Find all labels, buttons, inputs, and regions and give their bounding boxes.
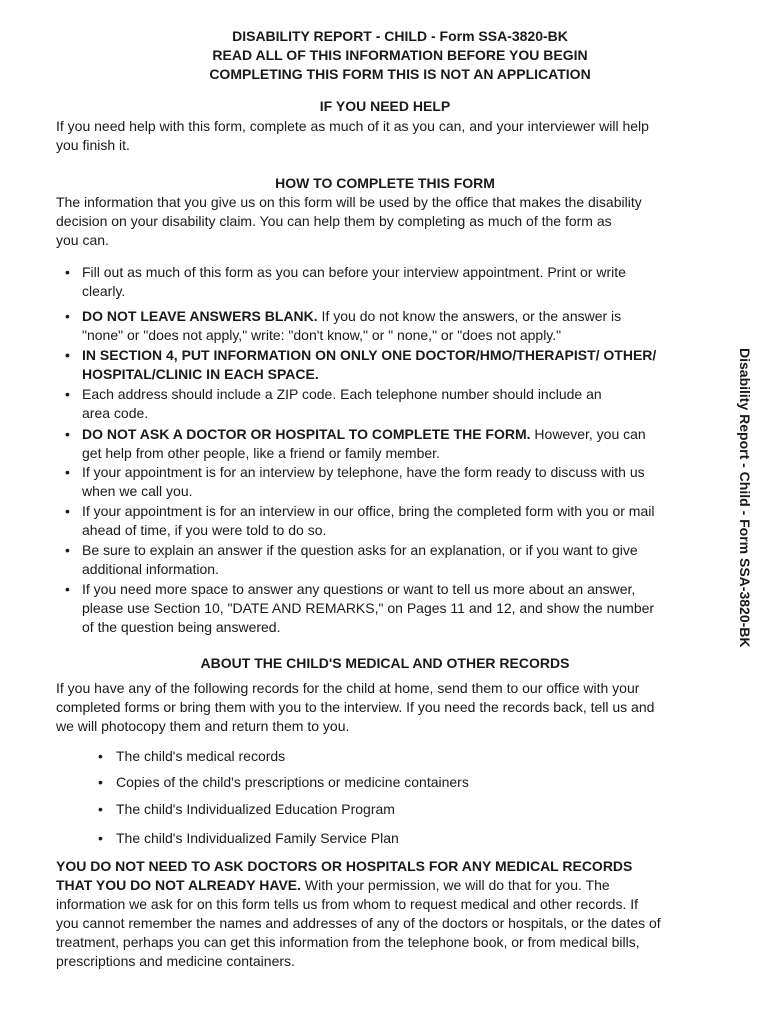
bullet-line: • If you need more space to answer any questions or want to tell us more about an answer, [82,581,636,597]
how-paragraph [56,193,716,250]
bullet-line: please use Section 10, "DATE AND REMARKS," on Pages 11 and 12, and show the number [82,600,655,616]
bullet-line: of the question being answered. [82,619,281,635]
form-instruction-1: READ ALL OF THIS INFORMATION BEFORE YOU BEGIN [212,47,588,63]
bullet-more-space [82,580,712,637]
heading-need-help: IF YOU NEED HELP [319,98,451,114]
bullet-line: • Each address should include a ZIP code. Each telephone number should include an [82,386,602,402]
final-line: prescriptions and medicine containers. [56,953,295,969]
bullet-line: • If your appointment is for an interview in our office, bring the completed form with you or mail [82,503,655,519]
bullet-line: when we call you. [82,483,193,499]
help-line: you finish it. [56,137,130,153]
bullet-explain-answer [82,541,712,579]
final-line [56,876,716,895]
bullet-line: ahead of time, if you were told to do so. [82,522,327,538]
records-line: If you have any of the following records for the child at home, send them to our office with your [56,680,640,696]
bullet-line: • Be sure to explain an answer if the question asks for an explanation, or if you want to give [82,542,638,558]
bullet-do-not-leave-blank [82,307,712,345]
form-title: DISABILITY REPORT - CHILD - Form SSA-3820-BK [232,28,568,44]
bullet-line: • IN SECTION 4, PUT INFORMATION ON ONLY ONE DOCTOR/HMO/THERAPIST/ OTHER/ [82,347,657,363]
bullet-telephone-interview [82,463,712,501]
final-line: you cannot remember the names and addresses of any of the doctors or hospitals, or the dates of [56,915,661,931]
bullet-line: • If your appointment is for an interview by telephone, have the form ready to discuss with us [82,464,645,480]
bold-text: THAT YOU DO NOT ALREADY HAVE. [56,877,302,893]
form-instruction-2: COMPLETING THIS FORM THIS IS NOT AN APPLICATION [209,66,591,82]
bullet-text: If you do not know the answers, or the answer is [317,308,622,324]
how-line: decision on your disability claim. You can help them by completing as much of the form as [56,213,612,229]
side-label-text: Disability Report - Child - Form SSA-3820-BK [737,348,753,648]
record-item: • The child's Individualized Family Service Plan [116,829,676,848]
bullet-line: "none" or "does not apply," write: "don't know," or " none," or "does not apply." [82,327,562,343]
bullet-fill-out [82,263,712,301]
bullet-line: HOSPITAL/CLINIC IN EACH SPACE. [82,366,319,382]
record-item: • The child's medical records [116,747,676,766]
bold-text: DO NOT ASK A DOCTOR OR HOSPITAL TO COMPLETE THE FORM. [82,426,531,442]
help-paragraph [56,117,716,155]
bullet-office-interview [82,502,712,540]
bullet-line: get help from other people, like a friend or family member. [82,445,440,461]
records-line: completed forms or bring them with you to the interview. If you need the records back, tell us and [56,699,655,715]
bold-text: DO NOT LEAVE ANSWERS BLANK. [82,308,318,324]
bullet-text: However, you can [530,426,646,442]
how-line: The information that you give us on this form will be used by the office that makes the disability [56,194,642,210]
final-line: treatment, perhaps you can get this information from the telephone book, or from medical bills, [56,934,640,950]
bullet-line: area code. [82,405,149,421]
side-form-label [735,348,755,688]
bullet-section-4 [82,346,712,384]
records-paragraph [56,679,716,736]
final-line: YOU DO NOT NEED TO ASK DOCTORS OR HOSPITALS FOR ANY MEDICAL RECORDS [56,858,633,874]
heading-how-to-complete: HOW TO COMPLETE THIS FORM [275,175,495,191]
final-line: information we ask for on this form tells us from whom to request medical and other records. If [56,896,639,912]
heading-medical-records: ABOUT THE CHILD'S MEDICAL AND OTHER RECORDS [200,655,570,671]
record-item: • Copies of the child's prescriptions or medicine containers [116,773,676,792]
bullet-line: additional information. [82,561,219,577]
final-paragraph [56,857,716,971]
final-text: With your permission, we will do that for you. The [301,877,610,893]
bullet-address-zip [82,385,712,423]
help-line: If you need help with this form, complete as much of it as you can, and your interviewer will help [56,118,649,134]
records-line: we will photocopy them and return them to you. [56,718,350,734]
how-line: you can. [56,232,109,248]
bullet-line [82,307,712,326]
bullet-line [82,425,712,444]
bullet-line: • Fill out as much of this form as you can before your interview appointment. Print or write [82,264,626,280]
record-item: • The child's Individualized Education Program [116,800,676,819]
bullet-do-not-ask-doctor [82,425,712,463]
bullet-line: clearly. [82,283,126,299]
